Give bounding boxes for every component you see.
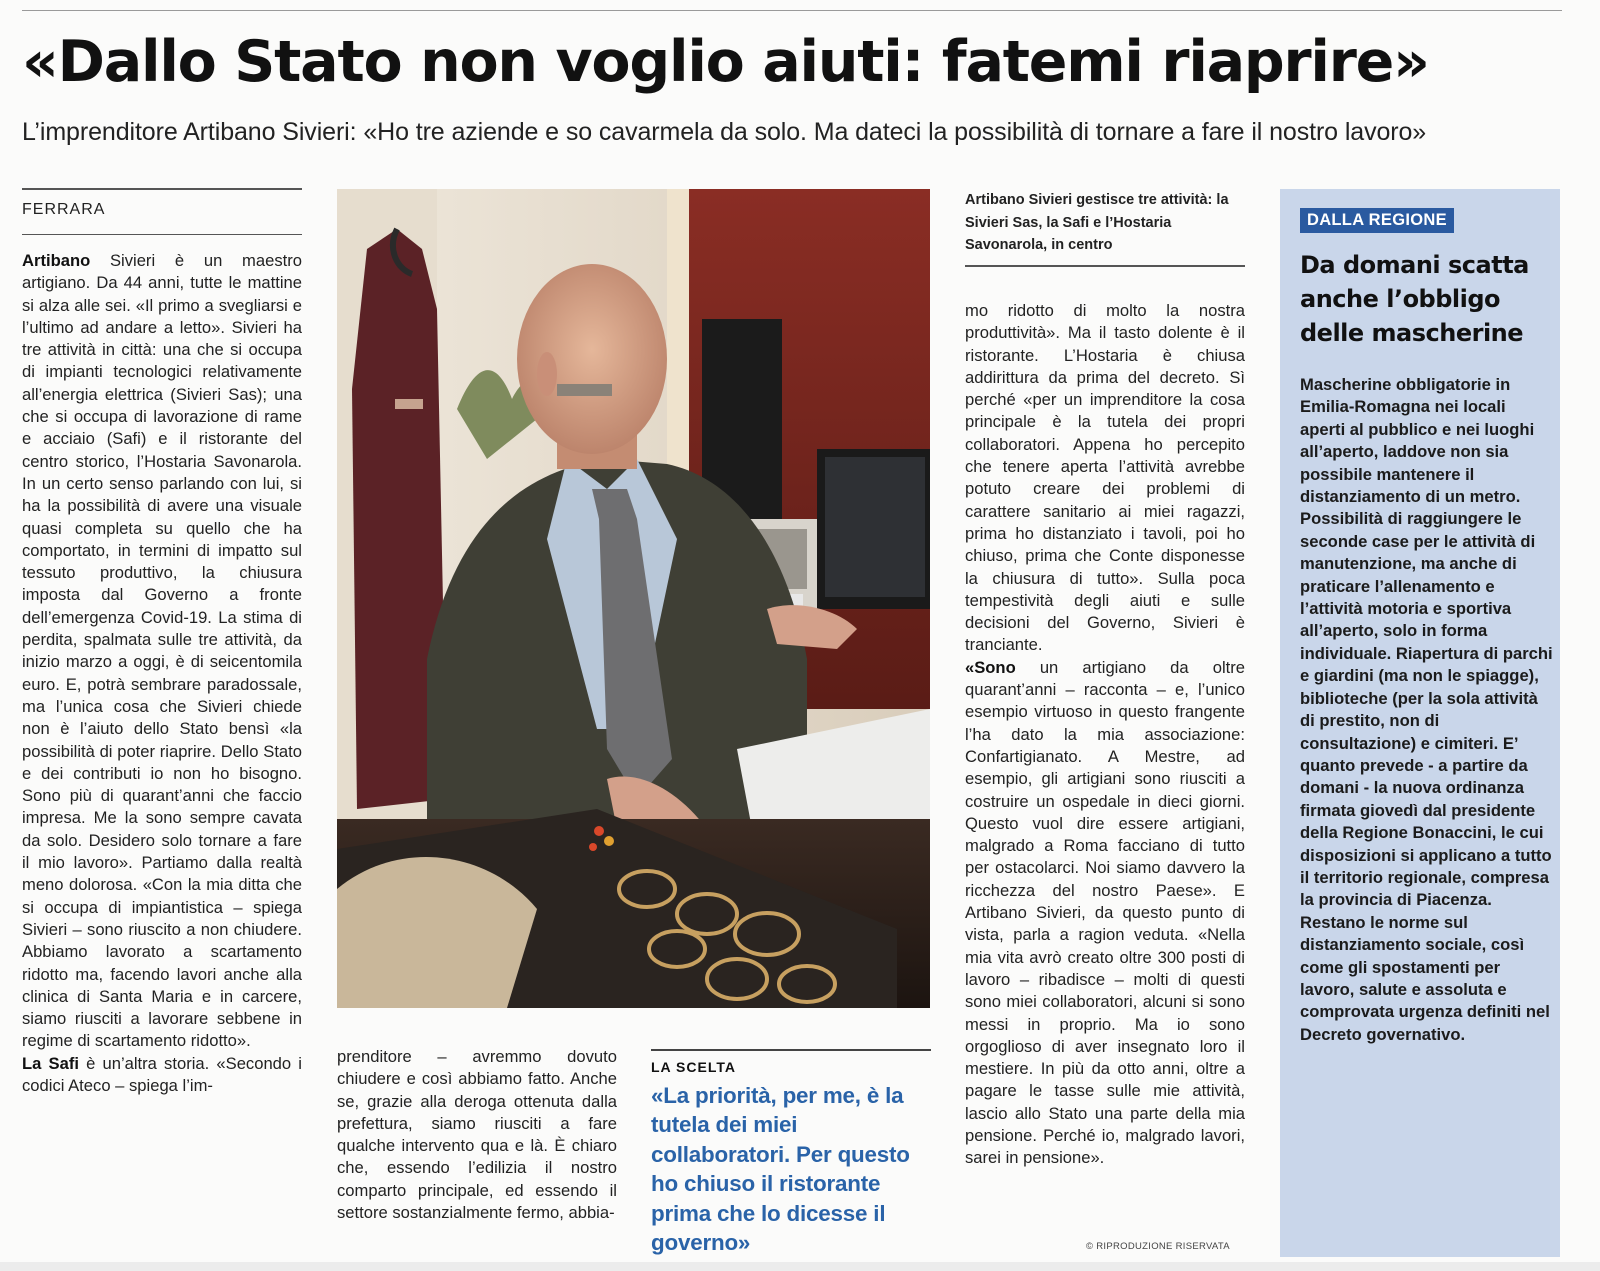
- subheadline: L’imprenditore Artibano Sivieri: «Ho tre aziende e so cavarmela da solo. Ma dateci la possibilità di tornare a fare il nostro lavoro»: [22, 118, 1427, 146]
- dateline-rule-bottom: [22, 234, 302, 235]
- paragraph-text: Sivieri è un maestro artigiano. Da 44 anni, tutte le mattine si alza alle sei. «Il primo a svegliarsi e l’ultimo ad andare a letto». Sivieri ha tre attività in città: una che si occupa di impianti tecnologici relativamente all’energia elettrica (Sivieri Sas); una che si occupa di lavorazione di rame e acciaio (Safi) e il ristorante del centro storico, l’Hostaria Savonarola. In un certo senso parlando con lui, si ha la possibilità di avere una visuale quasi completa su quello che ha comportato, in termini di impatto sul tessuto produttivo, la chiusura imposta dal Governo a fronte dell’emergenza Covid-19. La stima di perdita, spalmata sulle tre attività, da inizio marzo a oggi, è di seicentomila euro. E, potrà sembrare paradossale, ma l’unica cosa che Sivieri chiede non è l’aiuto dello Stato bensì «la possibilità di poter riaprire. Dello Stato e dei contributi io non ho bisogno. Sono più di quarant’anni che faccio impresa. Me la sono sempre cavata da solo. Desidero solo tornare a fare il mio lavoro». Partiamo dalla realtà meno dolorosa. «Con la mia ditta che si occupa di impiantistica – spiega Sivieri – sono riuscito a non chiudere. Abbiamo lavorato a scartamento ridotto ma, facendo lavori anche alla clinica di Santa Maria e in carcere, siamo riusciti a lavorare sebbene in regime di scartamento ridotto».: [22, 251, 302, 1051]
- article-photo: [337, 189, 930, 1008]
- lead-word: La Safi: [22, 1053, 79, 1073]
- pull-quote: «La priorità, per me, è la tutela dei miei collaboratori. Per questo ho chiuso il ristorante prima che lo dicesse il governo»: [651, 1083, 910, 1256]
- copyright-notice: © RIPRODUZIONE RISERVATA: [1086, 1241, 1230, 1252]
- pull-quote-rule: [651, 1049, 931, 1051]
- article-paragraph: [22, 250, 302, 1053]
- headline: «Dallo Stato non voglio aiuti: fatemi riaprire»: [22, 29, 1429, 95]
- page-bottom-strip: [0, 1262, 1600, 1271]
- photo-caption: Artibano Sivieri gestisce tre attività: la Sivieri Sas, la Safi e l’Hostaria Savonarola, in centro: [965, 192, 1229, 253]
- sidebar-title: Da domani scatta anche l’obbligo delle mascherine: [1300, 251, 1529, 347]
- article-column-3: [965, 300, 1245, 1170]
- article-paragraph: [22, 1053, 302, 1098]
- dateline: FERRARA: [22, 201, 106, 218]
- paragraph-text: un artigiano da oltre quarant’anni – racconta – e, l’unico esempio virtuoso in questo frangente l’ha dato la mia associazione: Confartigianato. A Mestre, ad esempio, gli artigiani sono riusciti a costruire un ospedale in dieci giorni. Questo vuol dire essere artigiani, malgrado a Roma facciano di tutto per ostacolarci. Noi siamo davvero la ricchezza del nostro Paese». E Artibano Sivieri, da questo punto di vista, parla a ragion veduta. «Nella mia vita avrò creato oltre 300 posti di lavoro – ribadisce – molti di questi sono miei collaboratori, alcuni si sono messi in proprio. Ma io sono orgoglioso di aver insegnato loro il mestiere. In più da otto anni, oltre a pagare le tasse sulle mie attività, lascio allo Stato una parte della mia pensione. Perché io, malgrado lavori, sarei in pensione».: [965, 657, 1245, 1168]
- top-rule: [22, 10, 1562, 11]
- article-paragraph: [965, 657, 1245, 1170]
- dateline-rule: [22, 188, 302, 190]
- sidebar-body: [1300, 374, 1555, 1046]
- paragraph-text: è un’altra storia. «Secondo i codici Ateco – spiega l’im-: [22, 1053, 302, 1095]
- article-column-1: [22, 250, 302, 1097]
- article-column-2: [337, 1046, 617, 1224]
- paragraph-text: obbligatorie in Emilia-Romagna nei locali aperti al pubblico e nei luoghi all’aperto, laddove non sia possibile mantenere il distanziamento di un metro. Possibilità di raggiungere le seconde case per le attività di manutenzione, ma anche di praticare l’allenamento e l’attività motoria e sportiva all’aperto, solo in forma individuale. Riapertura di parchi e giardini (ma non le spiagge), biblioteche (per la sola attività di prestito, non di consultazione) e cimiteri. E’ quanto prevede - a partire da domani - la nuova ordinanza firmata giovedì dal presidente della Regione Bonaccini, le cui disposizioni si applicano a tutto il territorio regionale, compresa la provincia di Piacenza. Restano le norme sul distanziamento sociale, così come gli spostamenti per lavoro, salute e assoluta e comprovata urgenza definiti nel Decreto governativo.: [1300, 375, 1553, 1044]
- lead-word: «Sono: [965, 657, 1016, 677]
- caption-rule: [965, 265, 1245, 267]
- pull-quote-label: LA SCELTA: [651, 1059, 736, 1075]
- lead-word: Mascherine: [1300, 375, 1392, 394]
- lead-word: Artibano: [22, 251, 91, 270]
- article-paragraph: prenditore – avremmo dovuto chiudere e così abbiamo fatto. Anche se, grazie alla deroga ottenuta dalla prefettura, siamo riusciti a fare qualche intervento qua e là. È chiaro che, essendo l’edilizia il nostro comparto principale, ed essendo il settore sostanzialmente fermo, abbia-: [337, 1047, 617, 1223]
- article-paragraph: mo ridotto di molto la nostra produttività». Ma il tasto dolente è il ristorante. L’Hostaria è chiusa addirittura da prima del decreto. Sì perché «per un imprenditore la cosa principale è la tutela dei propri collaboratori. Appena ho percepito che tenere aperta l’attività avrebbe potuto creare dei problemi di carattere sanitario ai miei ragazzi, prima ho distanziato i tavoli, poi ho chiuso, prima che Conte disponesse la chiusura di tutto». Sulla poca tempestività degli aiuti e sulle decisioni del Governo, Sivieri è tranciante.: [965, 301, 1245, 655]
- sidebar-paragraph: [1300, 374, 1555, 1046]
- photo-illustration: [337, 189, 930, 1008]
- sidebar-tag: DALLA REGIONE: [1300, 208, 1454, 233]
